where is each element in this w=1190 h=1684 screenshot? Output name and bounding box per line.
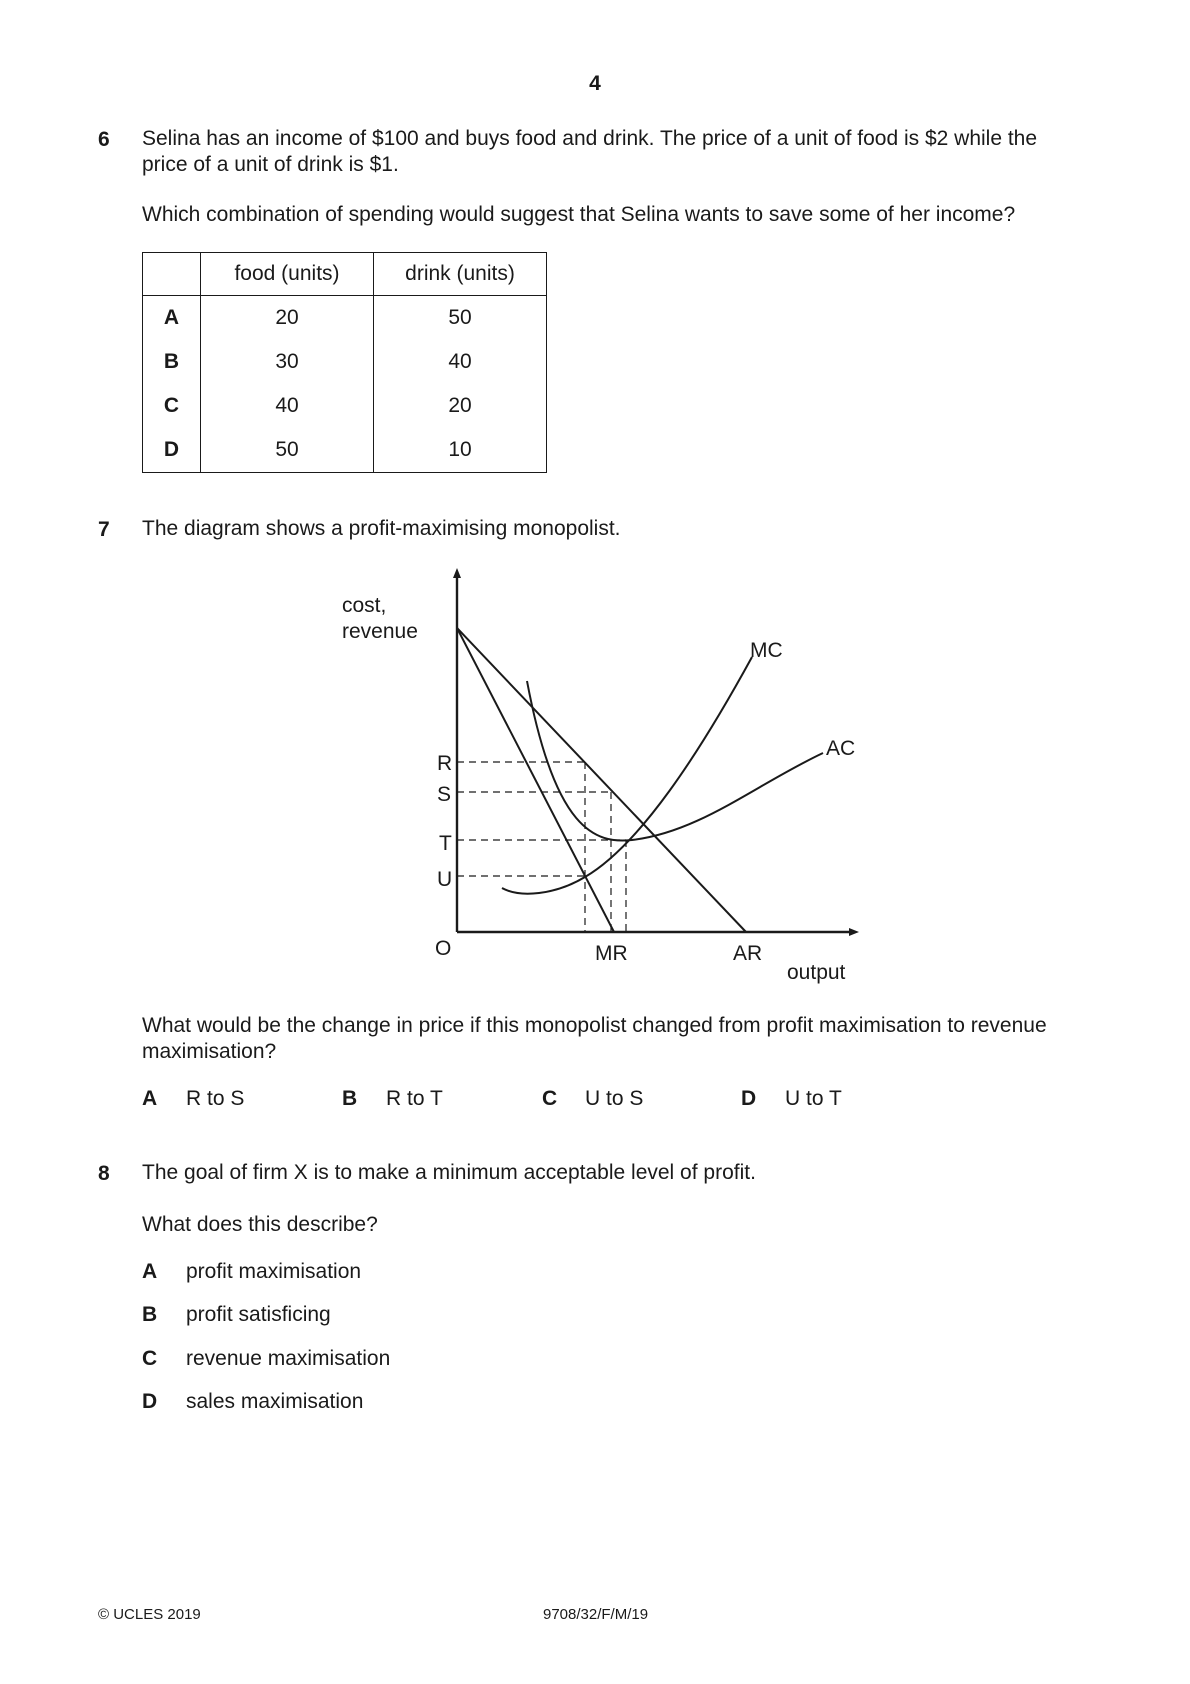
- price-label-r: R: [437, 752, 453, 775]
- question-6-question: Which combination of spending would suggest that Selina wants to save some of her income?: [142, 203, 1016, 226]
- y-axis-label-line1: cost,: [342, 594, 387, 617]
- footer-paper-code: 9708/32/F/M/19: [543, 1606, 649, 1623]
- question-7-question-line2: maximisation?: [142, 1040, 277, 1063]
- row-label: A: [143, 296, 201, 341]
- mc-label: MC: [750, 639, 783, 662]
- q7-option-a-text: R to S: [186, 1087, 245, 1110]
- q8-option-a-letter: A: [142, 1260, 158, 1283]
- q8-option-d-letter: D: [142, 1390, 158, 1413]
- q8-option-d-text: sales maximisation: [186, 1390, 364, 1413]
- q7-option-b-letter: B: [342, 1087, 358, 1110]
- food-value: 20: [201, 296, 374, 341]
- ar-label: AR: [733, 942, 763, 965]
- mr-curve: [457, 628, 614, 932]
- q7-option-d-letter: D: [741, 1087, 757, 1110]
- row-label: C: [143, 384, 201, 428]
- question-6-stem-line2: price of a unit of drink is $1.: [142, 153, 399, 176]
- q7-option-c-letter: C: [542, 1087, 558, 1110]
- drink-value: 20: [374, 384, 547, 428]
- question-6-number: 6: [98, 128, 110, 151]
- food-value: 40: [201, 384, 374, 428]
- q7-option-c-text: U to S: [585, 1087, 644, 1110]
- q8-option-b-text: profit satisficing: [186, 1303, 331, 1326]
- x-axis-label: output: [787, 961, 846, 984]
- ar-curve: [457, 628, 746, 932]
- question-6-stem-line1: Selina has an income of $100 and buys food and drink. The price of a unit of food is $2 while the: [142, 127, 1038, 150]
- question-8-question: What does this describe?: [142, 1213, 378, 1236]
- price-label-t: T: [439, 832, 452, 855]
- question-7-stem: The diagram shows a profit-maximising monopolist.: [142, 517, 621, 540]
- row-label: B: [143, 340, 201, 384]
- footer-copyright: © UCLES 2019: [98, 1606, 201, 1623]
- q8-option-c-letter: C: [142, 1347, 158, 1370]
- food-value: 50: [201, 428, 374, 473]
- origin-label: O: [435, 937, 452, 960]
- drink-value: 40: [374, 340, 547, 384]
- question-7-question-line1: What would be the change in price if this monopolist changed from profit maximisation to revenue: [142, 1014, 1047, 1037]
- food-value: 30: [201, 340, 374, 384]
- mc-curve: [502, 657, 752, 894]
- row-label: D: [143, 428, 201, 473]
- question-8-stem: The goal of firm X is to make a minimum acceptable level of profit.: [142, 1161, 756, 1184]
- q8-option-c-text: revenue maximisation: [186, 1347, 391, 1370]
- q8-option-a-text: profit maximisation: [186, 1260, 362, 1283]
- q7-option-a-letter: A: [142, 1087, 158, 1110]
- q7-option-b-text: R to T: [386, 1087, 443, 1110]
- question-8-number: 8: [98, 1162, 110, 1185]
- table-header-drink: drink (units): [374, 253, 547, 296]
- table-header-food: food (units): [201, 253, 374, 296]
- ac-curve: [527, 681, 823, 841]
- ac-label: AC: [826, 737, 856, 760]
- mr-label: MR: [595, 942, 628, 965]
- question-7-number: 7: [98, 518, 110, 541]
- drink-value: 50: [374, 296, 547, 341]
- drink-value: 10: [374, 428, 547, 473]
- q7-option-d-text: U to T: [785, 1087, 842, 1110]
- page-number: 4: [589, 72, 601, 95]
- price-label-s: S: [437, 783, 452, 806]
- y-axis-label-line2: revenue: [342, 620, 418, 643]
- q8-option-b-letter: B: [142, 1303, 158, 1326]
- price-label-u: U: [437, 868, 453, 891]
